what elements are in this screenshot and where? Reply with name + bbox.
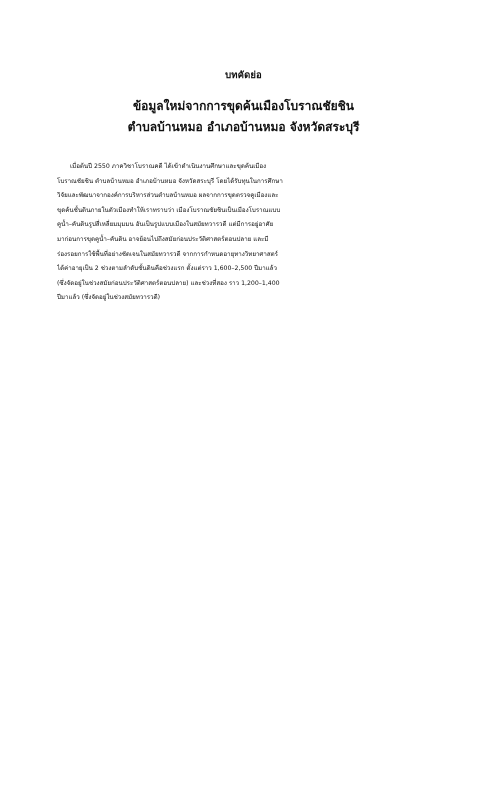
body-line: เมื่อต้นปี 2550 ภาควิชาโบราณคดี ได้เข้าดำเนินงานศึกษาและขุดค้นเมือง	[70, 163, 267, 170]
body-line: คูน้ำ–คันดินรูปสี่เหลี่ยมมุมมน อันเป็นรูปแบบเมืองในสมัยทวารวดี แต่มีการอยู่อาศัย	[57, 221, 274, 229]
document-title	[30, 96, 457, 138]
abstract-heading: บทคัดย่อ	[225, 70, 262, 81]
body-line: (ซึ่งจัดอยู่ในช่วงสมัยก่อนประวัติศาสตร์ตอนปลาย) และช่วงที่สอง ราว 1,200–1,400	[57, 279, 280, 287]
title-line: ข้อมูลใหม่จากการขุดค้นเมืองโบราณชัยชิน	[132, 99, 355, 113]
title-line: ตำบลบ้านหมอ อำเภอบ้านหมอ จังหวัดสระบุรี	[127, 120, 360, 134]
body-line: ปีมาแล้ว (ซึ่งจัดอยู่ในช่วงสมัยทวารวดี)	[57, 294, 161, 302]
body-line: ร่องรอยการใช้พื้นที่อย่างชัดเจนในสมัยทวารวดี จากการกำหนดอายุทางวิทยาศาสตร์	[57, 250, 278, 258]
body-line: วิจัยและพัฒนาจากองค์การบริหารส่วนตำบลบ้านหมอ ผลจากการขุดตรวจคูเมืองและ	[57, 192, 279, 200]
body-line: ได้ค่าอายุเป็น 2 ช่วงตามลำดับชั้นดินคือช่วงแรก ตั้งแต่ราว 1,600–2,500 ปีมาแล้ว	[57, 265, 277, 273]
abstract-body	[57, 160, 300, 306]
body-line: ขุดค้นชั้นดินภายในตัวเมืองทำให้เราทราบว่า เมืองโบราณชัยชินเป็นเมืองโบราณแบบ	[57, 206, 281, 214]
body-line: โบราณชัยชิน ตำบลบ้านหมอ อำเภอบ้านหมอ จังหวัดสระบุรี โดยได้รับทุนในการศึกษา	[57, 177, 283, 185]
body-line: มาก่อนการขุดคูน้ำ–คันดิน อาจย้อนไปถึงสมัยก่อนประวัติศาสตร์ตอนปลาย และมี	[57, 235, 269, 243]
